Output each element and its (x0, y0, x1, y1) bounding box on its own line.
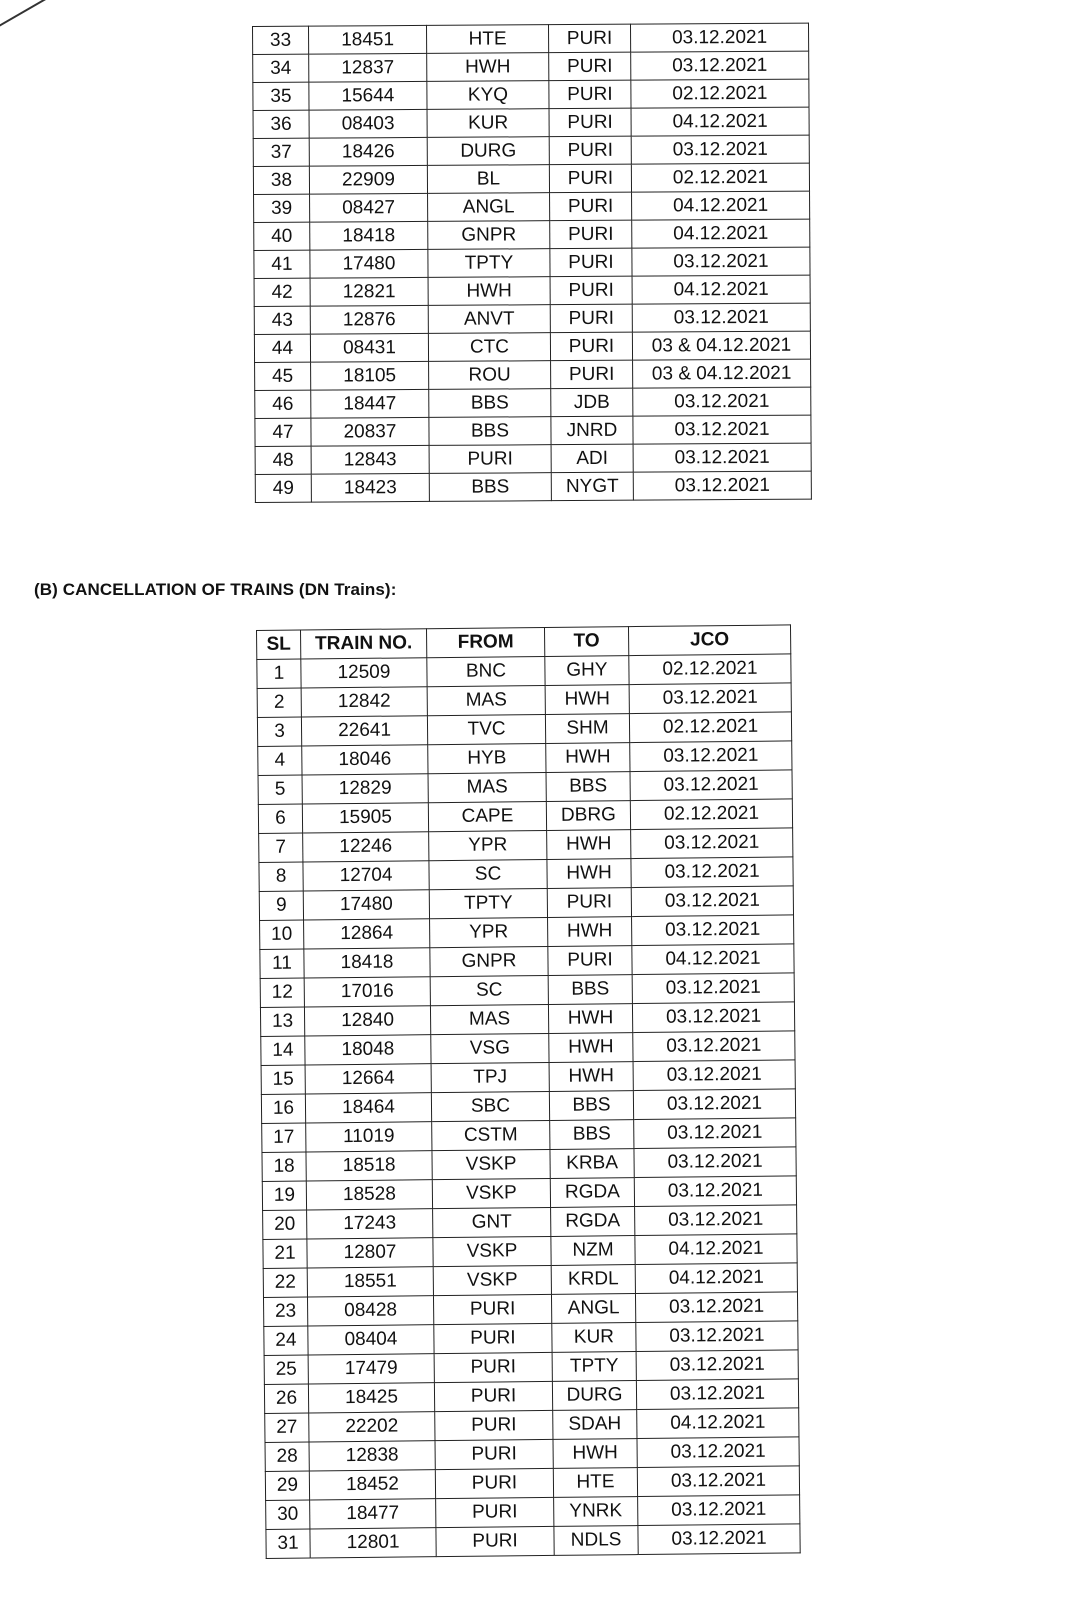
cell-jco: 03.12.2021 (631, 51, 809, 80)
cell-sl: 19 (262, 1181, 306, 1210)
cell-jco: 03.12.2021 (634, 1118, 796, 1149)
cell-jco: 03.12.2021 (633, 387, 811, 416)
cell-jco: 03.12.2021 (632, 973, 794, 1004)
cell-train-no: 08404 (308, 1325, 434, 1355)
cell-to: HWH (545, 685, 629, 715)
cell-train-no: 12664 (305, 1064, 431, 1094)
cell-to: NDLS (554, 1526, 638, 1556)
table-row (253, 79, 809, 110)
cell-jco: 03.12.2021 (635, 1205, 797, 1236)
cell-from: MAS (427, 685, 545, 715)
cell-from: TPTY (429, 888, 547, 918)
cell-to: HWH (548, 1004, 632, 1034)
cell-train-no: 17016 (304, 977, 430, 1007)
cell-train-no: 17243 (307, 1209, 433, 1239)
cell-train-no: 08403 (309, 109, 427, 138)
cell-train-no: 18046 (302, 745, 428, 775)
cell-to: BBS (549, 1091, 633, 1121)
cell-from: VSKP (433, 1236, 551, 1266)
cell-train-no: 18447 (311, 389, 429, 418)
cell-train-no: 12842 (301, 687, 427, 717)
cell-to: PURI (550, 192, 632, 221)
cell-sl: 3 (257, 717, 301, 746)
cell-from: ANVT (428, 305, 550, 334)
cell-from: PURI (434, 1323, 552, 1353)
cell-sl: 29 (265, 1471, 309, 1500)
table-row (254, 191, 810, 222)
cell-to: TPTY (552, 1352, 636, 1382)
cell-from: PURI (433, 1294, 551, 1324)
cell-train-no: 17480 (310, 249, 428, 278)
cell-train-no: 18048 (305, 1035, 431, 1065)
cell-from: KUR (427, 109, 549, 138)
cell-from: HYB (428, 743, 546, 773)
cell-from: CSTM (432, 1120, 550, 1150)
cell-jco: 02.12.2021 (629, 712, 791, 743)
cell-from: PURI (429, 445, 551, 474)
table-a-body (253, 23, 812, 502)
cell-train-no: 12821 (310, 277, 428, 306)
table-row (255, 359, 811, 390)
cell-jco: 03.12.2021 (630, 741, 792, 772)
cell-jco: 03.12.2021 (633, 1031, 795, 1062)
cell-sl: 23 (263, 1297, 307, 1326)
cell-jco: 03.12.2021 (634, 1176, 796, 1207)
cell-from: YPR (429, 830, 547, 860)
cell-sl: 15 (261, 1065, 305, 1094)
cell-from: GNPR (428, 221, 550, 250)
cell-to: PURI (547, 888, 631, 918)
table-row (255, 415, 811, 446)
cell-train-no: 12876 (310, 305, 428, 334)
cell-sl: 26 (264, 1384, 308, 1413)
table-row (253, 23, 809, 54)
cell-to: PURI (550, 304, 632, 333)
table-row (266, 1524, 800, 1559)
cell-jco: 03.12.2021 (631, 857, 793, 888)
cell-from: VSKP (432, 1149, 550, 1179)
cell-to: KRDL (551, 1265, 635, 1295)
cell-jco: 03.12.2021 (633, 1060, 795, 1091)
cell-from: HWH (428, 277, 550, 306)
table-b-body (257, 654, 800, 1559)
cell-jco: 03 & 04.12.2021 (632, 331, 810, 360)
cell-to: GHY (545, 656, 629, 686)
table-row (253, 135, 809, 166)
cell-sl: 20 (263, 1210, 307, 1239)
cell-jco: 03.12.2021 (632, 247, 810, 276)
cell-jco: 03.12.2021 (638, 1495, 800, 1526)
cell-train-no: 20837 (311, 417, 429, 446)
cell-train-no: 12838 (309, 1441, 435, 1471)
cell-train-no: 18464 (305, 1093, 431, 1123)
cell-sl: 11 (260, 949, 304, 978)
cell-from: SBC (431, 1091, 549, 1121)
cell-jco: 03.12.2021 (633, 443, 811, 472)
cell-to: PURI (548, 24, 630, 53)
cell-sl: 24 (264, 1326, 308, 1355)
cell-to: PURI (549, 136, 631, 165)
cell-from: SC (430, 975, 548, 1005)
header-jco: JCO (628, 625, 790, 656)
cell-from: GNPR (430, 946, 548, 976)
cell-train-no: 15905 (302, 803, 428, 833)
cell-jco: 03.12.2021 (633, 415, 811, 444)
cell-sl: 48 (255, 446, 311, 474)
table-row (254, 303, 810, 334)
cell-to: RGDA (551, 1207, 635, 1237)
cell-sl: 44 (254, 334, 310, 362)
cell-from: SC (429, 859, 547, 889)
cell-sl: 39 (254, 194, 310, 222)
cell-train-no: 11019 (306, 1122, 432, 1152)
cell-from: PURI (435, 1468, 553, 1498)
cell-to: HWH (553, 1439, 637, 1469)
cell-jco: 03.12.2021 (635, 1292, 797, 1323)
cell-jco: 03.12.2021 (631, 135, 809, 164)
cell-sl: 18 (262, 1152, 306, 1181)
cell-train-no: 18452 (309, 1470, 435, 1500)
cell-jco: 04.12.2021 (635, 1263, 797, 1294)
header-to: TO (544, 627, 628, 657)
table-row (255, 387, 811, 418)
cell-train-no: 18426 (309, 137, 427, 166)
cell-train-no: 12246 (303, 832, 429, 862)
cell-to: JDB (551, 388, 633, 417)
cell-jco: 03.12.2021 (632, 915, 794, 946)
cell-to: PURI (551, 360, 633, 389)
cancelled-trains-table-continued (252, 23, 812, 503)
cell-sl: 49 (255, 474, 311, 502)
cell-sl: 40 (254, 222, 310, 250)
cell-jco: 03.12.2021 (637, 1437, 799, 1468)
table-row (254, 275, 810, 306)
cell-sl: 47 (255, 418, 311, 446)
cell-jco: 03.12.2021 (633, 471, 811, 500)
cell-sl: 45 (255, 362, 311, 390)
cell-sl: 8 (259, 862, 303, 891)
cell-sl: 17 (262, 1123, 306, 1152)
cell-to: PURI (550, 248, 632, 277)
table-row (254, 247, 810, 278)
cell-train-no: 12843 (311, 445, 429, 474)
cell-jco: 03.12.2021 (636, 1350, 798, 1381)
cell-to: BBS (546, 772, 630, 802)
cell-train-no: 18105 (311, 361, 429, 390)
cell-jco: 03.12.2021 (634, 1147, 796, 1178)
cell-sl: 5 (258, 775, 302, 804)
cell-sl: 38 (253, 166, 309, 194)
table-row (253, 51, 809, 82)
cell-from: PURI (435, 1439, 553, 1469)
cell-sl: 13 (260, 1007, 304, 1036)
cell-from: KYQ (427, 81, 549, 110)
cell-jco: 04.12.2021 (632, 944, 794, 975)
cell-from: BL (427, 165, 549, 194)
cell-to: PURI (549, 164, 631, 193)
cell-from: VSKP (432, 1178, 550, 1208)
cell-sl: 35 (253, 82, 309, 110)
cell-to: NYGT (551, 472, 633, 501)
cell-from: PURI (434, 1381, 552, 1411)
section-b-title: (B) CANCELLATION OF TRAINS (DN Trains): (34, 580, 397, 599)
cell-jco: 04.12.2021 (635, 1234, 797, 1265)
cell-train-no: 18423 (311, 473, 429, 502)
cell-sl: 10 (260, 920, 304, 949)
cell-sl: 36 (253, 110, 309, 138)
cell-sl: 7 (259, 833, 303, 862)
cell-to: SHM (545, 714, 629, 744)
cell-train-no: 12837 (309, 53, 427, 82)
cell-from: TPTY (428, 249, 550, 278)
cell-train-no: 18477 (310, 1499, 436, 1529)
table-row (253, 163, 809, 194)
cell-train-no: 12704 (303, 861, 429, 891)
cell-to: NZM (551, 1236, 635, 1266)
cell-jco: 02.12.2021 (631, 163, 809, 192)
cell-from: VSKP (433, 1265, 551, 1295)
cell-sl: 16 (261, 1094, 305, 1123)
cell-sl: 30 (266, 1500, 310, 1529)
cell-jco: 03.12.2021 (632, 1002, 794, 1033)
cell-to: SDAH (553, 1410, 637, 1440)
cell-from: BBS (429, 389, 551, 418)
cell-sl: 14 (261, 1036, 305, 1065)
cell-from: PURI (436, 1526, 554, 1556)
cell-sl: 46 (255, 390, 311, 418)
cell-jco: 04.12.2021 (631, 107, 809, 136)
cell-jco: 03 & 04.12.2021 (633, 359, 811, 388)
cell-from: YPR (430, 917, 548, 947)
cell-sl: 12 (260, 978, 304, 1007)
cell-train-no: 18425 (308, 1383, 434, 1413)
cell-to: ANGL (551, 1294, 635, 1324)
cell-to: HWH (546, 743, 630, 773)
cell-to: HWH (547, 859, 631, 889)
cell-train-no: 17480 (303, 890, 429, 920)
cell-to: PURI (549, 52, 631, 81)
cell-to: PURI (549, 80, 631, 109)
cell-train-no: 18418 (304, 948, 430, 978)
cell-jco: 04.12.2021 (632, 275, 810, 304)
cell-to: PURI (548, 946, 632, 976)
cell-train-no: 12807 (307, 1238, 433, 1268)
table-row (253, 107, 809, 138)
cell-to: KRBA (550, 1149, 634, 1179)
cell-jco: 04.12.2021 (637, 1408, 799, 1439)
cell-sl: 22 (263, 1268, 307, 1297)
cell-from: PURI (434, 1352, 552, 1382)
cell-sl: 43 (254, 306, 310, 334)
cell-from: TPJ (431, 1062, 549, 1092)
cell-sl: 33 (253, 26, 309, 54)
cell-to: HWH (547, 830, 631, 860)
dn-trains-cancellation-table (256, 624, 801, 1559)
cell-train-no: 12840 (304, 1006, 430, 1036)
cell-jco: 02.12.2021 (630, 799, 792, 830)
cell-to: PURI (550, 220, 632, 249)
cell-to: JNRD (551, 416, 633, 445)
cell-from: TVC (427, 714, 545, 744)
cell-to: PURI (550, 332, 632, 361)
cell-train-no: 12801 (310, 1528, 436, 1558)
cell-jco: 03.12.2021 (636, 1321, 798, 1352)
cell-train-no: 08431 (310, 333, 428, 362)
cell-to: BBS (548, 975, 632, 1005)
cell-sl: 6 (258, 804, 302, 833)
cell-sl: 34 (253, 54, 309, 82)
cell-train-no: 15644 (309, 81, 427, 110)
cell-to: PURI (550, 276, 632, 305)
cell-sl: 2 (257, 688, 301, 717)
page-corner-mark (0, 0, 73, 32)
cell-sl: 9 (259, 891, 303, 920)
cell-train-no: 22641 (301, 716, 427, 746)
cell-sl: 28 (265, 1442, 309, 1471)
cell-jco: 03.12.2021 (631, 828, 793, 859)
cell-to: YNRK (554, 1497, 638, 1527)
cell-from: HWH (427, 53, 549, 82)
cell-from: PURI (435, 1410, 553, 1440)
cell-from: ROU (429, 361, 551, 390)
cell-train-no: 18451 (309, 25, 427, 54)
cell-from: ANGL (428, 193, 550, 222)
cell-from: BBS (429, 417, 551, 446)
cell-jco: 04.12.2021 (632, 191, 810, 220)
table-row (254, 219, 810, 250)
cell-sl: 25 (264, 1355, 308, 1384)
cell-to: RGDA (550, 1178, 634, 1208)
cell-sl: 27 (265, 1413, 309, 1442)
cell-train-no: 17479 (308, 1354, 434, 1384)
cell-from: HTE (426, 25, 548, 54)
table-row (255, 471, 811, 502)
cell-jco: 03.12.2021 (629, 683, 791, 714)
header-from: FROM (426, 627, 544, 657)
cell-from: GNT (433, 1207, 551, 1237)
cell-train-no: 18418 (310, 221, 428, 250)
cell-jco: 03.12.2021 (631, 886, 793, 917)
cell-from: BNC (427, 656, 545, 686)
cell-to: KUR (552, 1323, 636, 1353)
cell-from: BBS (429, 473, 551, 502)
cell-to: DURG (552, 1381, 636, 1411)
cell-to: PURI (549, 108, 631, 137)
cell-sl: 4 (258, 746, 302, 775)
cell-to: BBS (550, 1120, 634, 1150)
cell-to: HWH (549, 1062, 633, 1092)
cell-train-no: 12509 (301, 658, 427, 688)
cell-sl: 41 (254, 250, 310, 278)
cell-sl: 21 (263, 1239, 307, 1268)
cell-train-no: 22909 (309, 165, 427, 194)
cell-sl: 37 (253, 138, 309, 166)
cell-train-no: 18518 (306, 1151, 432, 1181)
cell-jco: 03.12.2021 (637, 1466, 799, 1497)
cell-from: CAPE (428, 801, 546, 831)
cell-train-no: 22202 (309, 1412, 435, 1442)
cell-train-no: 18551 (307, 1267, 433, 1297)
cell-to: ADI (551, 444, 633, 473)
cell-jco: 04.12.2021 (632, 219, 810, 248)
table-row (254, 331, 810, 362)
cell-to: DBRG (546, 801, 630, 831)
cell-to: HTE (553, 1468, 637, 1498)
cell-jco: 03.12.2021 (630, 23, 808, 52)
cell-sl: 1 (257, 659, 301, 688)
cell-sl: 42 (254, 278, 310, 306)
cell-from: CTC (428, 333, 550, 362)
header-train-no: TRAIN NO. (301, 629, 427, 659)
cell-train-no: 12864 (304, 919, 430, 949)
cell-from: PURI (436, 1497, 554, 1527)
cell-jco: 02.12.2021 (629, 654, 791, 685)
cell-sl: 31 (266, 1529, 310, 1558)
cell-jco: 03.12.2021 (636, 1379, 798, 1410)
table-row (255, 443, 811, 474)
cell-jco: 03.12.2021 (632, 303, 810, 332)
cell-jco: 03.12.2021 (638, 1524, 800, 1555)
cell-from: MAS (428, 772, 546, 802)
cell-to: HWH (549, 1033, 633, 1063)
cell-train-no: 18528 (306, 1180, 432, 1210)
cell-from: DURG (427, 137, 549, 166)
cell-jco: 03.12.2021 (630, 770, 792, 801)
cell-from: VSG (431, 1033, 549, 1063)
cell-train-no: 12829 (302, 774, 428, 804)
cell-from: MAS (430, 1004, 548, 1034)
cell-train-no: 08428 (307, 1296, 433, 1326)
cell-jco: 03.12.2021 (633, 1089, 795, 1120)
header-sl: SL (257, 630, 301, 659)
cell-train-no: 08427 (310, 193, 428, 222)
cell-to: HWH (548, 917, 632, 947)
cell-jco: 02.12.2021 (631, 79, 809, 108)
